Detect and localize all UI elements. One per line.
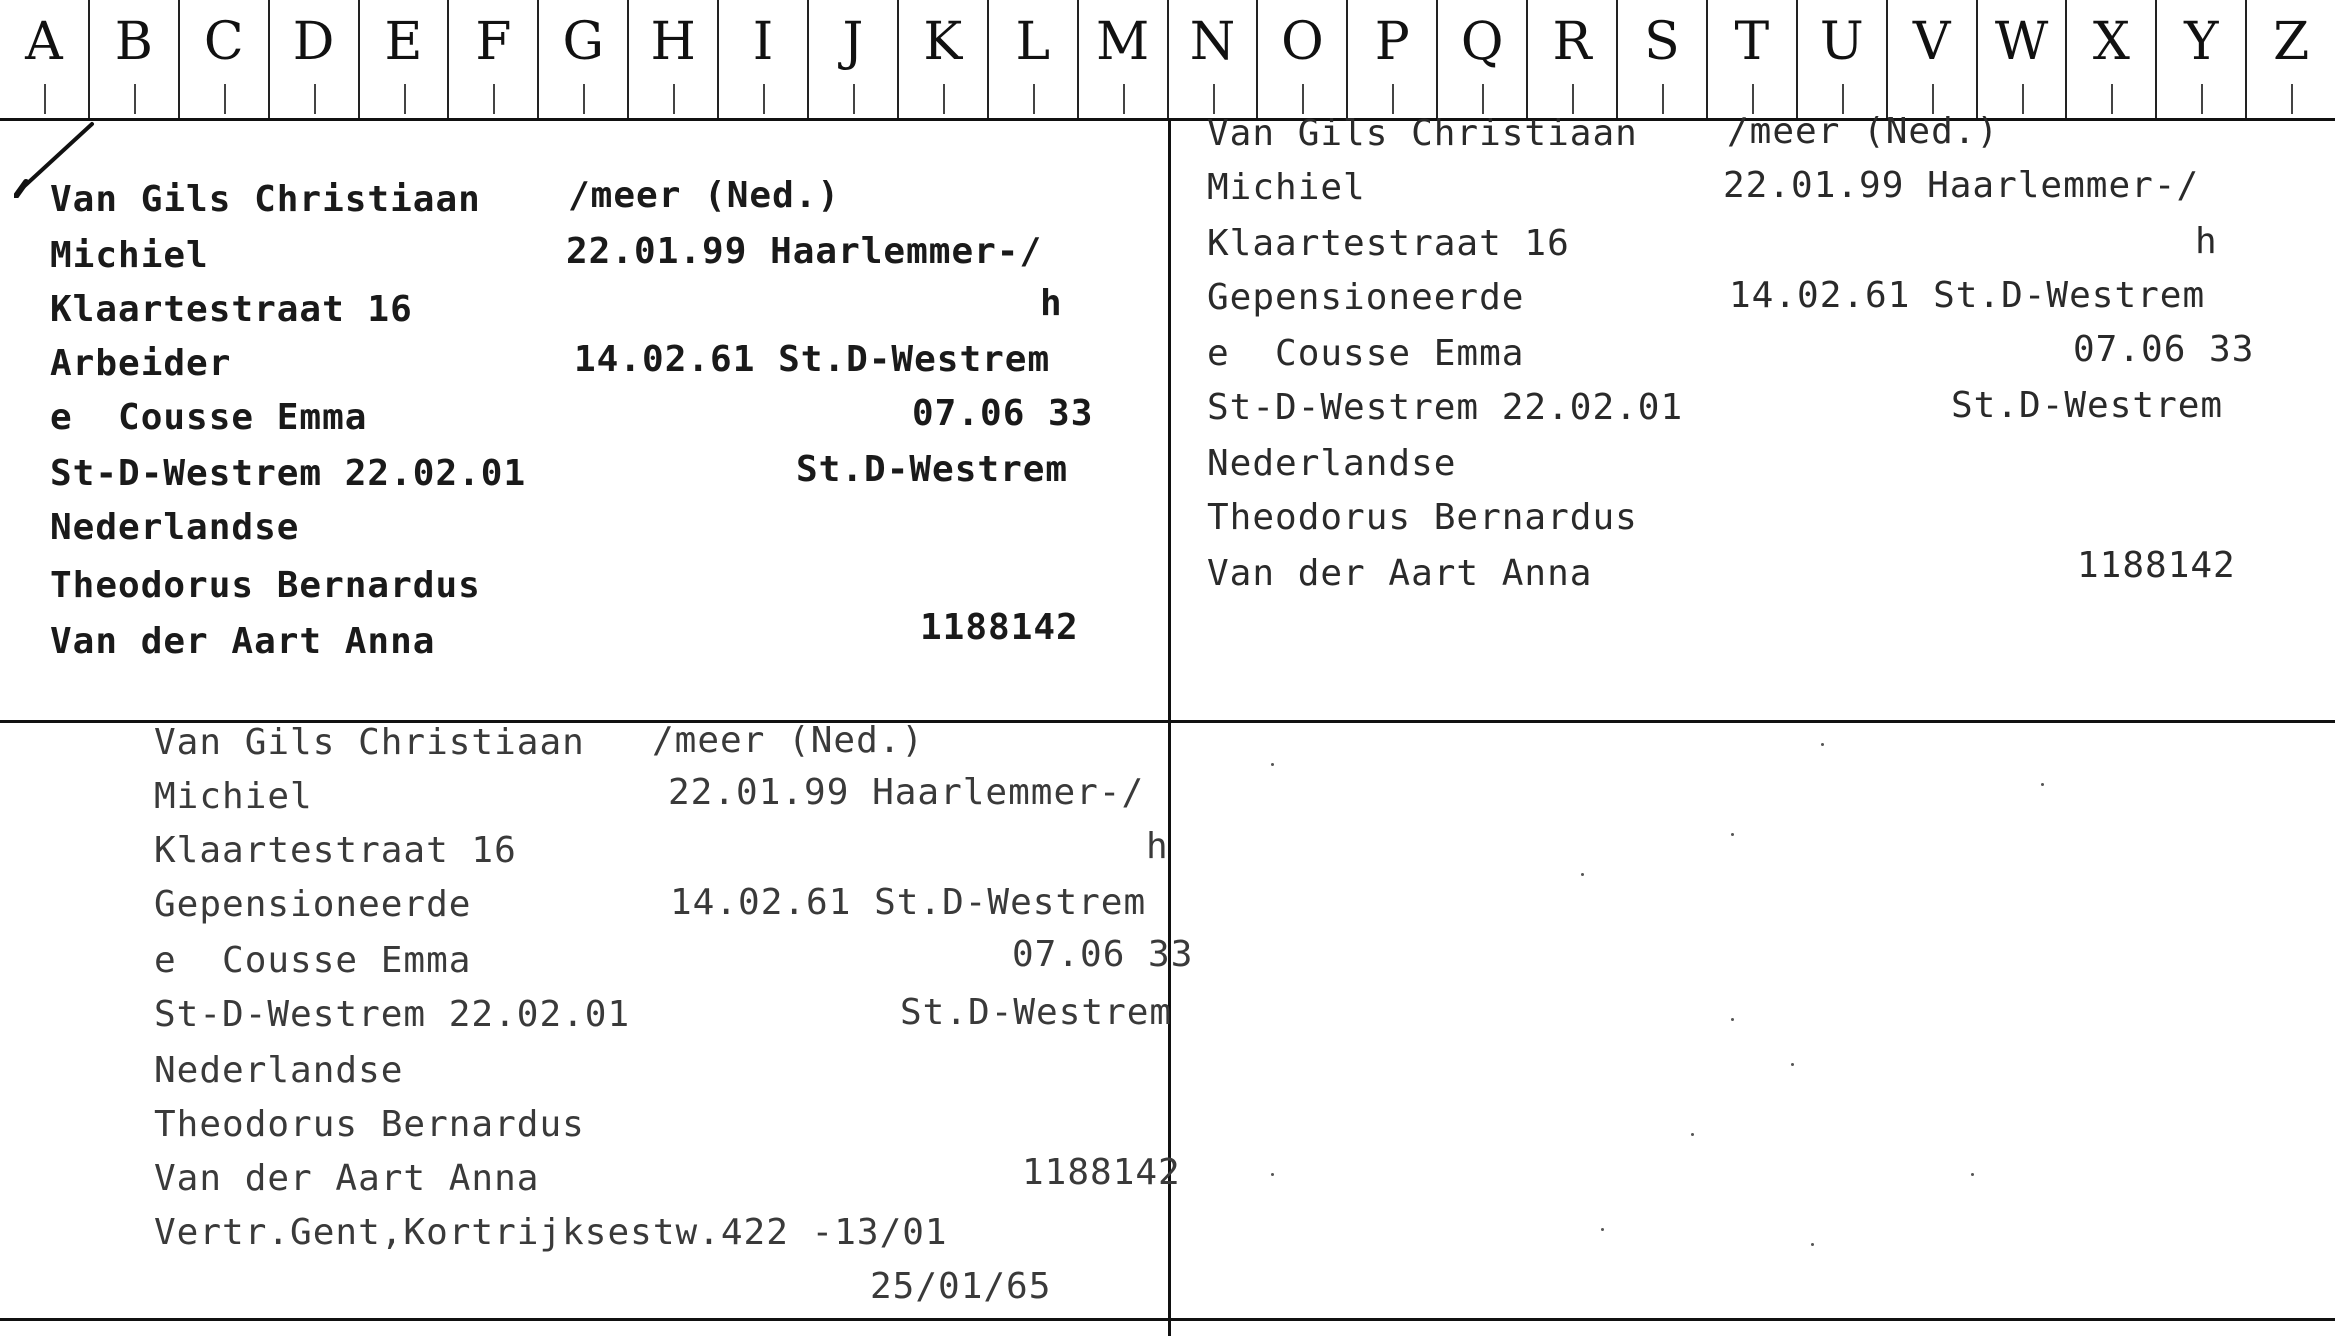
alphabet-tick	[134, 84, 136, 114]
card-record-number: 1188142	[2077, 545, 2236, 586]
card-address: Klaartestraat 16	[154, 830, 517, 871]
alphabet-letter-label: V	[1912, 12, 1951, 72]
alphabet-letter-label: E	[384, 12, 423, 72]
card-mark-h: h	[1040, 283, 1063, 324]
scan-speck	[1601, 1228, 1604, 1231]
card-settlement-date-place: 14.02.61 St.D-Westrem	[1729, 275, 2206, 316]
alphabet-letter-label: K	[923, 12, 963, 72]
alphabet-letter-label: P	[1374, 12, 1410, 72]
alphabet-letter-label: S	[1644, 12, 1680, 72]
alphabet-letter-x	[2067, 0, 2157, 118]
card-mother: Van der Aart Anna	[1207, 553, 1593, 594]
card-nationality: Nederlandse	[50, 507, 300, 548]
alphabet-letter-label: T	[1734, 12, 1770, 72]
card-birthplace-part: /meer (Ned.)	[652, 720, 925, 761]
alphabet-tick	[673, 84, 675, 114]
alphabet-letter-m	[1079, 0, 1169, 118]
alphabet-tick	[44, 84, 46, 114]
scan-speck	[1581, 873, 1584, 876]
index-card-top-right	[1171, 110, 2335, 720]
index-card-bottom-left	[0, 720, 1194, 1318]
card-birth-date-place: 22.01.99 Haarlemmer-/	[1723, 165, 2200, 206]
alphabet-letter-z	[2247, 0, 2335, 118]
card-surname-line: Van Gils Christiaan	[154, 722, 585, 763]
card-record-number: 1188142	[920, 607, 1079, 648]
alphabet-letter-label: Z	[2273, 12, 2310, 72]
card-given-name: Michiel	[50, 235, 209, 276]
alphabet-tick	[224, 84, 226, 114]
alphabet-letter-y	[2157, 0, 2247, 118]
scan-speck	[1971, 1173, 1974, 1176]
card-departure-note: Vertr.Gent,Kortrijksestw.422 -13/01	[154, 1212, 948, 1253]
card-record-number: 1188142	[1022, 1152, 1181, 1193]
alphabet-letter-i	[719, 0, 809, 118]
card-marriage-place-date: St-D-Westrem 22.02.01	[154, 994, 631, 1035]
alphabet-letter-o	[1258, 0, 1348, 118]
alphabet-tick	[1123, 84, 1125, 114]
alphabet-tick	[943, 84, 945, 114]
card-occupation: Gepensioneerde	[1207, 277, 1525, 318]
card-mother: Van der Aart Anna	[50, 621, 436, 662]
alphabet-letter-v	[1888, 0, 1978, 118]
alphabet-letter-label: D	[292, 12, 335, 72]
alphabet-letter-w	[1978, 0, 2068, 118]
alphabet-letter-b	[90, 0, 180, 118]
alphabet-letter-label: H	[650, 12, 696, 72]
alphabet-letter-label: I	[752, 12, 774, 72]
card-birth-date-place: 22.01.99 Haarlemmer-/	[566, 231, 1043, 272]
scan-speck	[1731, 833, 1734, 836]
alphabet-letter-n	[1169, 0, 1259, 118]
alphabet-letter-t	[1708, 0, 1798, 118]
card-father: Theodorus Bernardus	[154, 1104, 585, 1145]
alphabet-letter-label: Y	[2184, 12, 2219, 72]
alphabet-letter-label: M	[1096, 12, 1150, 72]
alphabet-tick	[583, 84, 585, 114]
card-marriage-place-date: St-D-Westrem 22.02.01	[50, 453, 527, 494]
alphabet-letter-g	[539, 0, 629, 118]
card-nationality: Nederlandse	[154, 1050, 404, 1091]
card-occupation: Gepensioneerde	[154, 884, 472, 925]
alphabet-tick	[493, 84, 495, 114]
alphabet-letter-j	[809, 0, 899, 118]
alphabet-tick	[1033, 84, 1035, 114]
alphabet-tick	[763, 84, 765, 114]
index-card-top-left	[0, 120, 1168, 720]
card-surname-line: Van Gils Christiaan	[50, 179, 481, 220]
scan-speck	[1271, 763, 1274, 766]
card-surname-line: Van Gils Christiaan	[1207, 113, 1638, 154]
alphabet-letter-d	[270, 0, 360, 118]
alphabet-letter-label: F	[475, 12, 512, 72]
card-address: Klaartestraat 16	[1207, 223, 1570, 264]
card-father: Theodorus Bernardus	[50, 565, 481, 606]
alphabet-tick	[853, 84, 855, 114]
alphabet-letter-e	[360, 0, 450, 118]
alphabet-letter-label: Q	[1460, 12, 1504, 72]
card-marriage-place-2: St.D-Westrem	[1951, 385, 2224, 426]
alphabet-letter-label: B	[114, 12, 153, 72]
card-settlement-date-place: 14.02.61 St.D-Westrem	[574, 339, 1051, 380]
card-given-name: Michiel	[1207, 167, 1366, 208]
card-marriage-place-2: St.D-Westrem	[900, 992, 1173, 1033]
alphabet-letter-c	[180, 0, 270, 118]
card-mark-h: h	[2195, 221, 2218, 262]
card-spouse-date: 07.06 33	[2073, 329, 2255, 370]
scan-speck	[1811, 1243, 1814, 1246]
alphabet-letter-label: N	[1189, 12, 1236, 72]
card-nationality: Nederlandse	[1207, 443, 1457, 484]
card-spouse: e Cousse Emma	[1207, 333, 1525, 374]
card-spouse-date: 07.06 33	[1012, 934, 1194, 975]
bottom-cards-bottom-rule	[0, 1318, 2335, 1321]
card-occupation: Arbeider	[50, 343, 232, 384]
alphabet-letter-label: R	[1552, 12, 1592, 72]
scan-speck	[1821, 743, 1824, 746]
card-marriage-place-date: St-D-Westrem 22.02.01	[1207, 387, 1684, 428]
scan-speck	[1271, 1173, 1274, 1176]
card-address: Klaartestraat 16	[50, 289, 413, 330]
alphabet-letter-label: O	[1281, 12, 1324, 72]
alphabet-letter-h	[629, 0, 719, 118]
card-mother: Van der Aart Anna	[154, 1158, 540, 1199]
alphabet-index-strip	[0, 0, 2335, 121]
card-birthplace-part: /meer (Ned.)	[1727, 111, 2000, 152]
card-mark-h: h	[1146, 826, 1169, 867]
card-birth-date-place: 22.01.99 Haarlemmer-/	[668, 772, 1145, 813]
alphabet-letter-f	[449, 0, 539, 118]
alphabet-letter-l	[989, 0, 1079, 118]
alphabet-letter-r	[1528, 0, 1618, 118]
alphabet-letter-label: C	[203, 12, 244, 72]
scan-speck	[1731, 1018, 1734, 1021]
scan-speck	[1691, 1133, 1694, 1136]
card-spouse: e Cousse Emma	[50, 397, 368, 438]
card-marriage-place-2: St.D-Westrem	[796, 449, 1069, 490]
alphabet-tick	[404, 84, 406, 114]
alphabet-letter-u	[1798, 0, 1888, 118]
card-birthplace-part: /meer (Ned.)	[568, 175, 841, 216]
scan-speck	[2041, 783, 2044, 786]
alphabet-letter-k	[899, 0, 989, 118]
alphabet-letter-label: W	[1994, 12, 2049, 72]
card-spouse: e Cousse Emma	[154, 940, 472, 981]
card-settlement-date-place: 14.02.61 St.D-Westrem	[670, 882, 1147, 923]
card-father: Theodorus Bernardus	[1207, 497, 1638, 538]
alphabet-letter-label: G	[562, 12, 605, 72]
alphabet-letter-label: L	[1015, 12, 1050, 72]
scan-speck	[1791, 1063, 1794, 1066]
card-departure-date: 25/01/65	[870, 1266, 1052, 1307]
alphabet-letter-label: J	[842, 12, 864, 72]
alphabet-letter-label: A	[25, 12, 63, 72]
alphabet-letter-s	[1618, 0, 1708, 118]
alphabet-letter-a	[0, 0, 90, 118]
alphabet-letter-p	[1348, 0, 1438, 118]
alphabet-letter-label: U	[1819, 12, 1864, 72]
alphabet-letter-label: X	[2092, 12, 2130, 72]
card-spouse-date: 07.06 33	[912, 393, 1094, 434]
index-card-bottom-right-empty	[1171, 723, 2335, 1318]
alphabet-tick	[314, 84, 316, 114]
alphabet-letter-q	[1438, 0, 1528, 118]
card-given-name: Michiel	[154, 776, 313, 817]
